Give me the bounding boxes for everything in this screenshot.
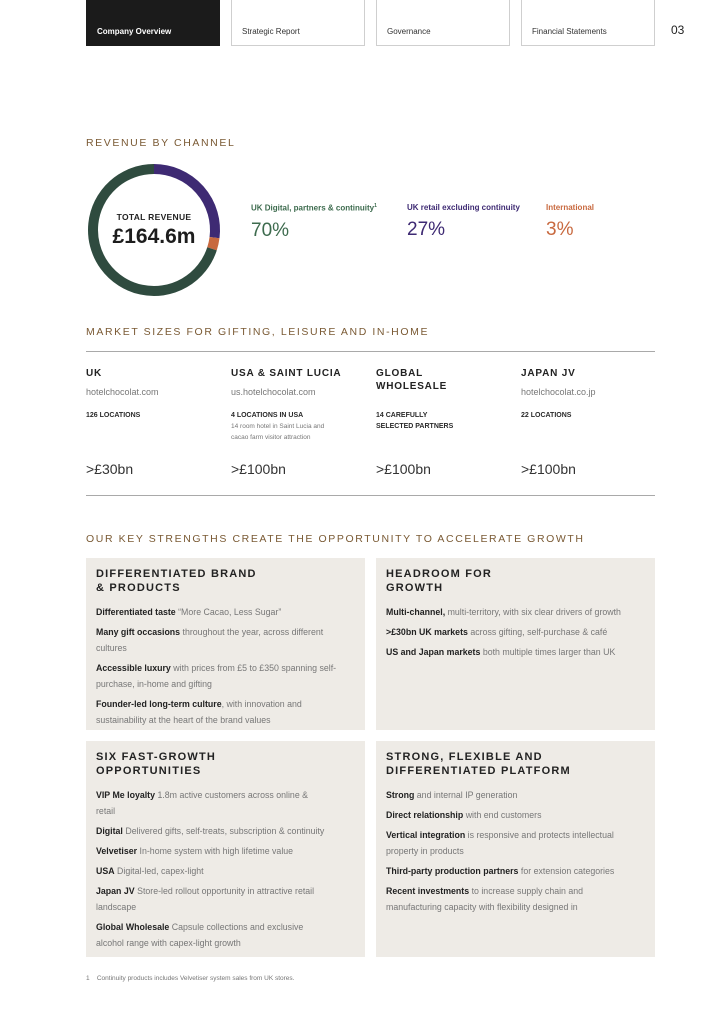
market-global-wholesale: [376, 367, 511, 477]
panel-title: SIX FAST-GROWTH OPPORTUNITIES: [96, 751, 217, 777]
strength-item: Multi-channel, multi-territory, with six clear drivers of growth: [386, 607, 621, 617]
market-usa-saint-lucia: [231, 367, 366, 477]
market-region: GLOBAL WHOLESALE: [376, 368, 448, 392]
market-size: >£30bn: [86, 461, 134, 477]
market-region: UK: [86, 368, 103, 379]
strength-item: VIP Me loyalty 1.8m active customers across online & retail: [96, 790, 309, 816]
divider: [86, 495, 655, 496]
footnote: [86, 975, 294, 982]
tab-governance[interactable]: [376, 0, 510, 46]
tab-financial-statements[interactable]: [521, 0, 655, 46]
strength-item: Velvetiser In-home system with high lifetime value: [96, 846, 294, 856]
market-locations: 126 LOCATIONS: [86, 412, 141, 419]
market-size: >£100bn: [521, 461, 576, 477]
strength-item: Digital Delivered gifts, self-treats, subscription & continuity: [96, 826, 325, 836]
market-locations: 4 LOCATIONS IN USA 14 room hotel in Saint Lucia and cacao farm visitor attraction: [231, 410, 341, 443]
panel-title: STRONG, FLEXIBLE AND DIFFERENTIATED PLATFORM: [386, 751, 571, 777]
market-locations: 14 CAREFULLY SELECTED PARTNERS: [376, 412, 454, 430]
market-uk: [86, 367, 221, 477]
strengths-section-title: OUR KEY STRENGTHS CREATE THE OPPORTUNITY TO ACCELERATE GROWTH: [86, 533, 585, 545]
panel-title: DIFFERENTIATED BRAND & PRODUCTS: [96, 568, 257, 594]
market-url[interactable]: hotelchocolat.co.jp: [521, 387, 596, 397]
channel-value: 3%: [546, 219, 574, 240]
divider: [86, 351, 655, 352]
panel-brand-products: [86, 558, 365, 730]
total-revenue-value: £164.6m: [112, 225, 196, 248]
channel-uk-digital: [251, 203, 377, 242]
channel-international: [546, 203, 594, 241]
strength-item: Global Wholesale Capsule collections and exclusive alcohol range with capex-light growth: [96, 922, 304, 948]
strength-item: Direct relationship with end customers: [386, 810, 542, 820]
panel-title: HEADROOM FOR GROWTH: [386, 568, 493, 594]
revenue-section-title: REVENUE BY CHANNEL: [86, 137, 236, 149]
channel-label: UK Digital, partners & continuity$^1$: [251, 203, 377, 213]
market-note: 14 room hotel in Saint Lucia and cacao farm visitor attraction: [231, 423, 325, 441]
strength-item: Strong and internal IP generation: [386, 790, 518, 800]
market-region: JAPAN JV: [521, 368, 576, 379]
channel-value: 27%: [407, 219, 446, 240]
channel-label: UK retail excluding continuity: [407, 203, 520, 212]
strength-item: Founder-led long-term culture, with innovation and sustainability at the heart of the brand values: [96, 699, 302, 725]
strength-item: USA Digital-led, capex-light: [96, 866, 204, 876]
market-url[interactable]: us.hotelchocolat.com: [231, 387, 316, 397]
tab-strategic-report[interactable]: [231, 0, 365, 46]
channel-value: 70%: [251, 219, 290, 241]
strength-item: Vertical integration is responsive and protects intellectual property in products: [386, 830, 614, 856]
strength-item: US and Japan markets both multiple times larger than UK: [386, 647, 616, 657]
strength-item: Accessible luxury with prices from £5 to £350 spanning self-purchase, in-home and gifting: [96, 663, 337, 689]
tab-label: Financial Statements: [532, 27, 607, 36]
strength-item: Japan JV Store-led rollout opportunity in attractive retail landscape: [96, 886, 315, 912]
strength-item: Many gift occasions throughout the year, across different cultures: [96, 627, 324, 653]
market-size: >£100bn: [376, 461, 431, 477]
section-tabs: [86, 0, 656, 46]
strength-item: Differentiated taste “More Cacao, Less Sugar”: [96, 607, 282, 617]
donut-center: [86, 162, 222, 298]
strength-item: >£30bn UK markets across gifting, self-purchase & café: [386, 627, 608, 637]
tab-label: Strategic Report: [242, 27, 300, 36]
channel-label: International: [546, 203, 595, 212]
market-region: USA & SAINT LUCIA: [231, 368, 342, 379]
footnote-marker: 1: [86, 975, 90, 982]
tab-company-overview[interactable]: [86, 0, 220, 46]
market-locations: 22 LOCATIONS: [521, 412, 572, 419]
strength-item: Recent investments to increase supply chain and manufacturing capacity with flexibility designed in: [386, 886, 584, 912]
footnote-text: Continuity products includes Velvetiser system sales from UK stores.: [96, 975, 295, 982]
panel-platform: [376, 741, 655, 957]
markets-section-title: MARKET SIZES FOR GIFTING, LEISURE AND IN-HOME: [86, 326, 430, 338]
total-revenue-label: TOTAL REVENUE: [116, 212, 192, 222]
market-size: >£100bn: [231, 461, 286, 477]
panel-headroom-growth: [376, 558, 655, 730]
tab-label: Company Overview: [97, 27, 172, 36]
market-url[interactable]: hotelchocolat.com: [86, 387, 159, 397]
channel-uk-retail: [407, 203, 520, 241]
strength-item: Third-party production partners for extension categories: [386, 866, 615, 876]
tab-label: Governance: [387, 27, 431, 36]
panel-six-opportunities: [86, 741, 365, 957]
page-number: 03: [671, 23, 685, 37]
footnote-marker: 1: [374, 203, 377, 209]
market-japan-jv: [521, 367, 656, 477]
